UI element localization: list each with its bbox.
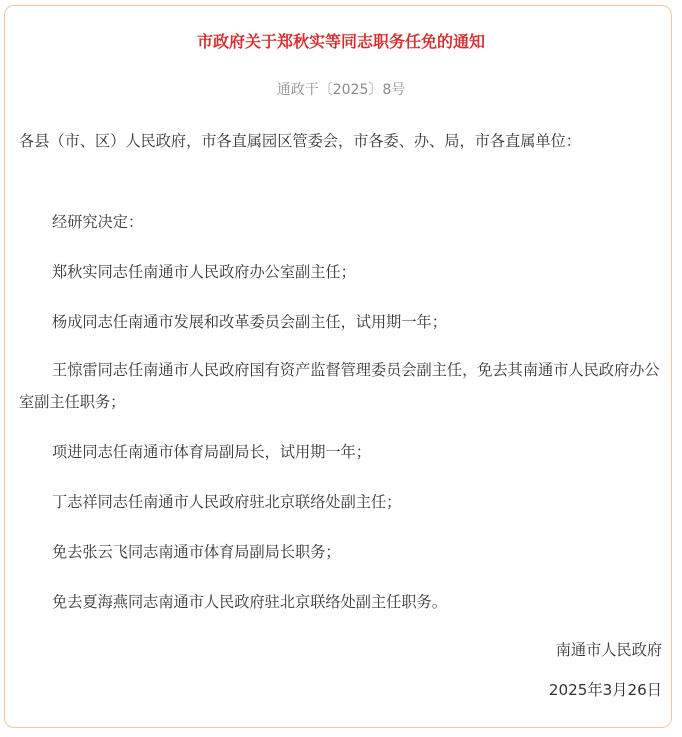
signature-date: 2025年3月26日	[548, 681, 662, 699]
removal-item: 免去张云飞同志南通市体育局副局长职务；	[52, 543, 341, 561]
appointment-item: 项进同志任南通市体育局副局长，试用期一年；	[52, 443, 371, 461]
document-number: 通政干〔2025〕8号	[276, 82, 406, 98]
addressee-paragraph: 各县（市、区）人民政府，市各直属园区管委会，市各委、办、局，市各直属单位：	[19, 132, 581, 150]
decision-intro: 经研究决定：	[52, 213, 144, 231]
appointment-item: 杨成同志任南通市发展和改革委员会副主任，试用期一年；	[52, 313, 447, 331]
document-title: 市政府关于郑秋实等同志职务任免的通知	[196, 32, 485, 51]
signature-organization: 南通市人民政府	[555, 641, 662, 659]
appointment-item: 丁志祥同志任南通市人民政府驻北京联络处副主任；	[52, 493, 402, 511]
removal-item: 免去夏海燕同志南通市人民政府驻北京联络处副主任职务。	[52, 593, 447, 611]
appointment-item: 郑秋实同志任南通市人民政府办公室副主任；	[52, 263, 356, 281]
appointment-item: 王惊雷同志任南通市人民政府国有资产监督管理委员会副主任，免去其南通市人民政府办公室副主任职务；	[19, 361, 660, 411]
